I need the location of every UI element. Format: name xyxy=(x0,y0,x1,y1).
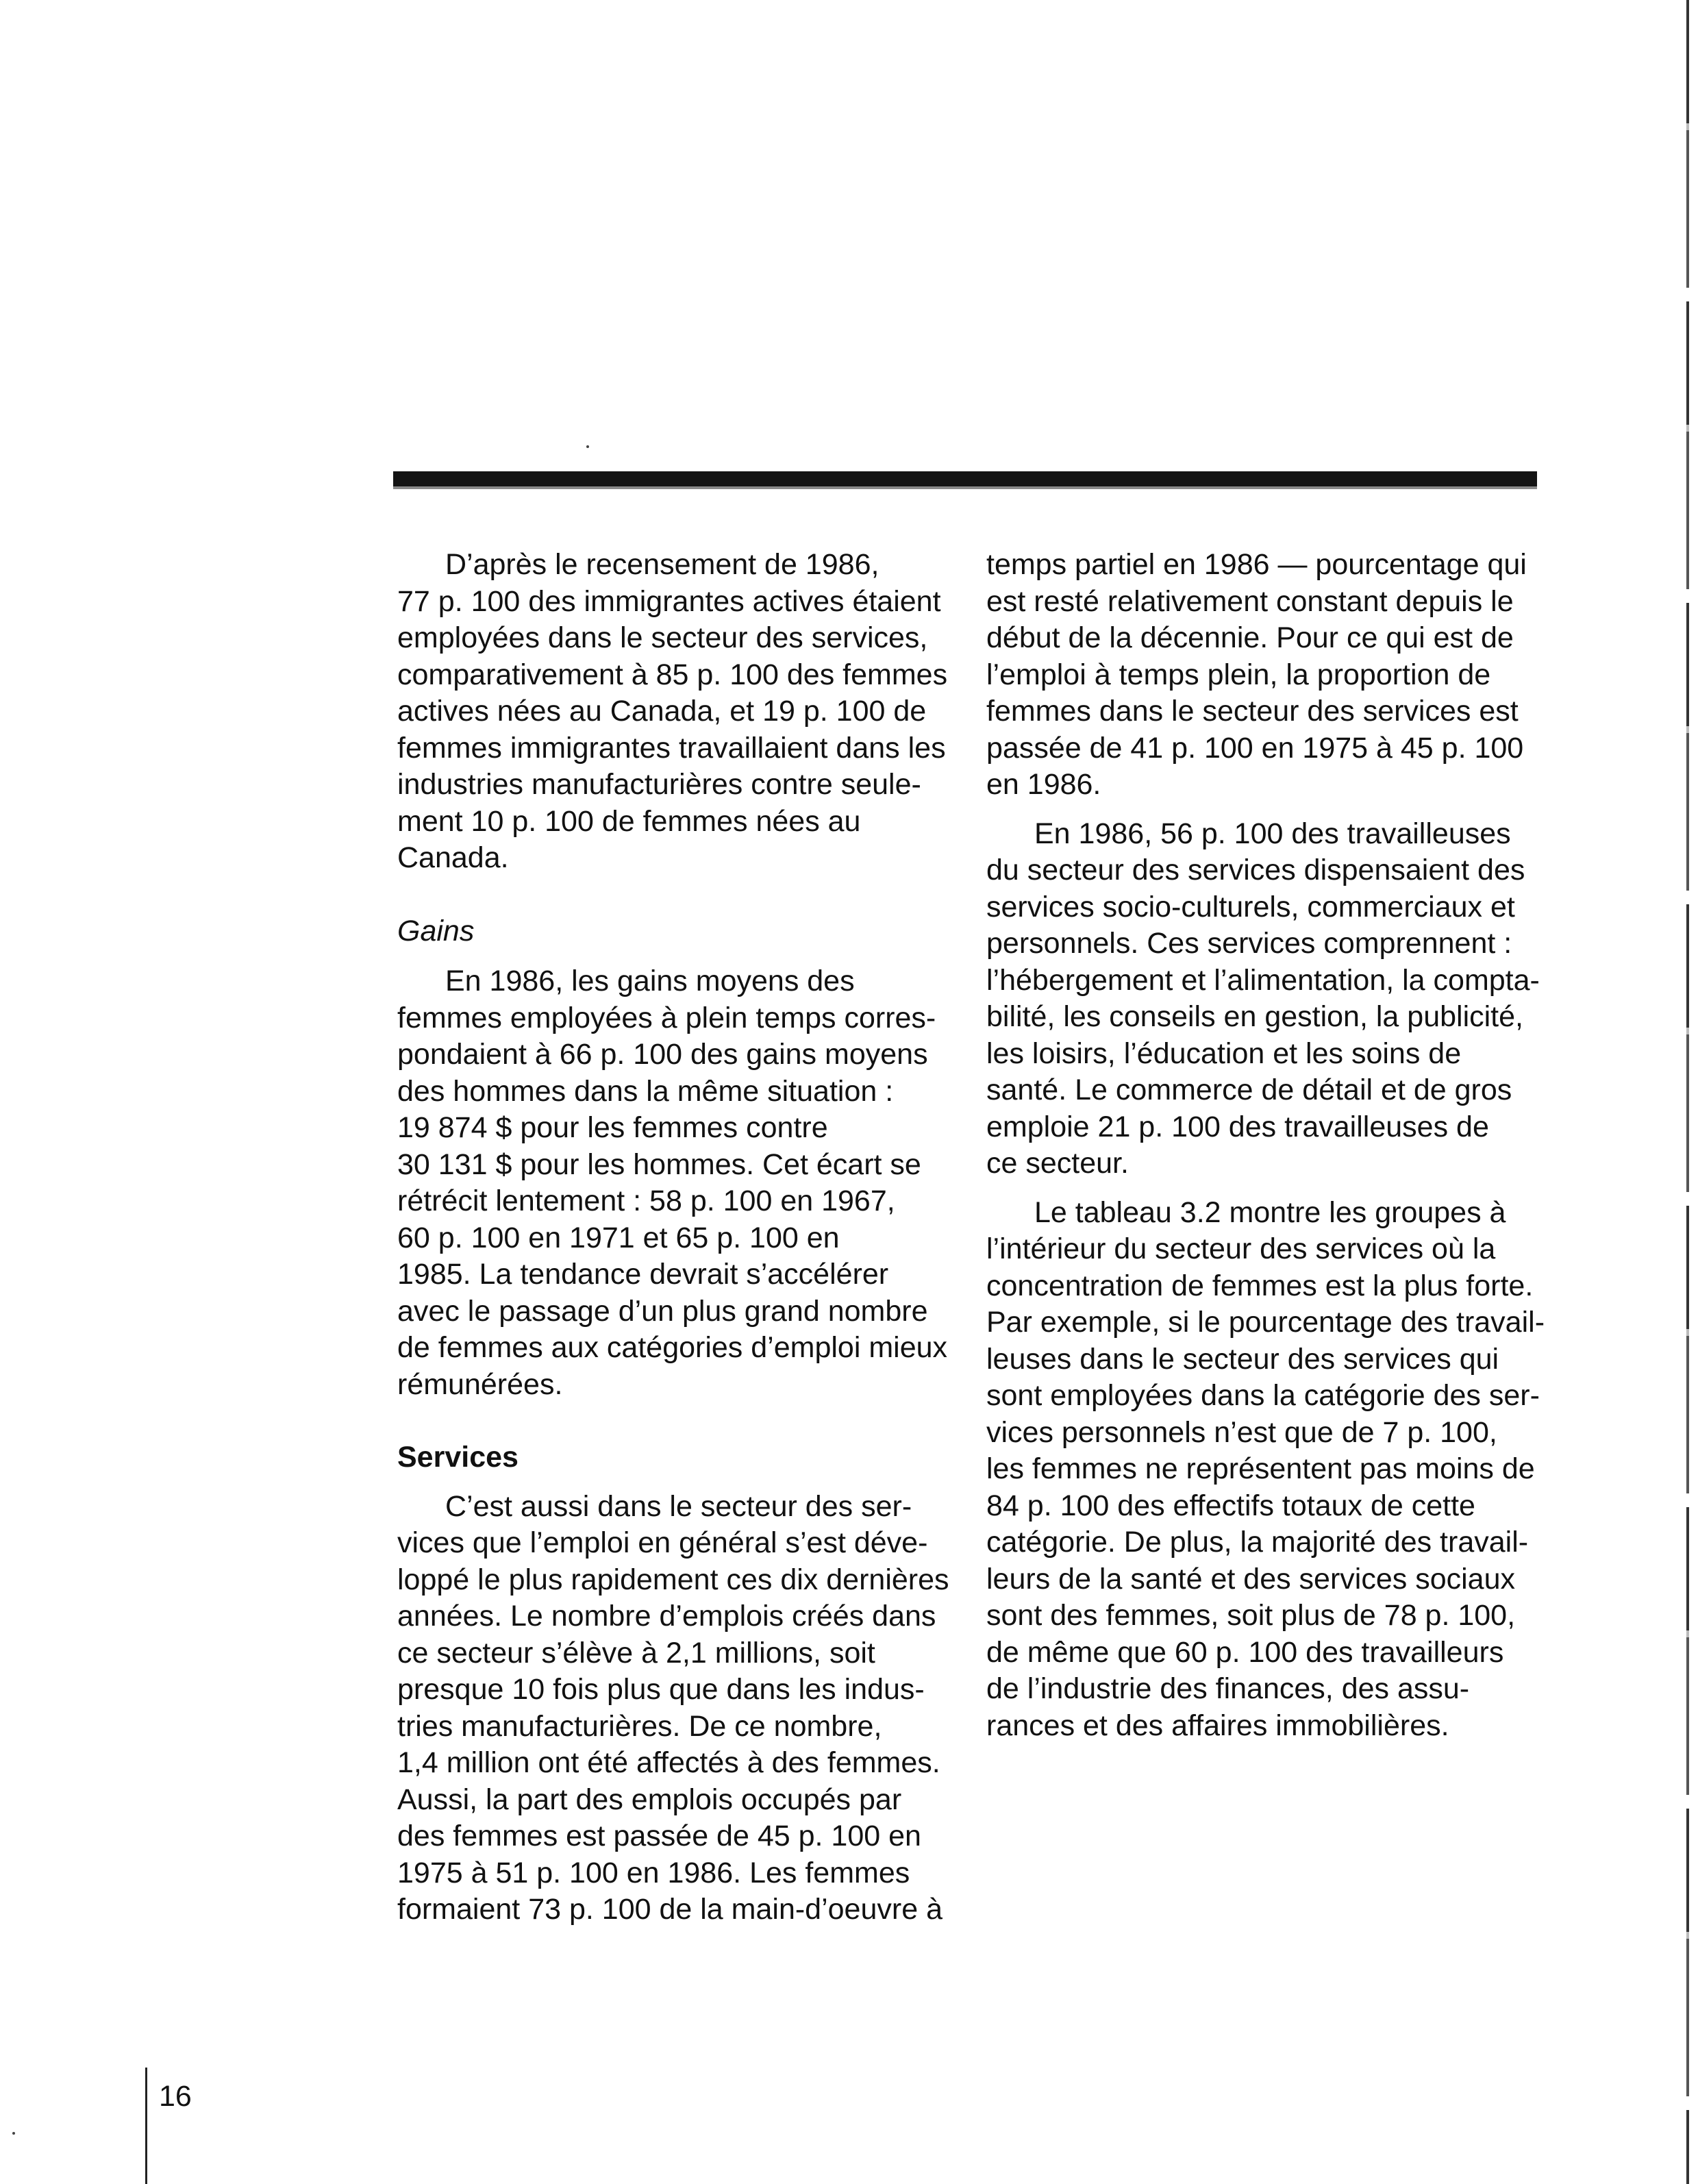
header-rule-shadow xyxy=(393,486,1537,489)
scan-speck xyxy=(586,445,589,448)
subheading-gains: Gains xyxy=(397,914,475,947)
paragraph-services: C’est aussi dans le secteur des ser- vices que l’emploi en général s’est déve- loppé le plus rapidement ces dix dernières années. Le nombre d’emplois créés dans ce secteur s’élève à 2,1 millions, soit presque 10 fois plus que dans les indus- tries manufacturières. De ce nombre, 1,4 million ont été affectés à des femmes. Aussi, la part des emplois occupés par des femmes est passée de 45 p. 100 en 1975 à 51 p. 100 en 1986. Les femmes formaient 73 p. 100 de la main-d’oeuvre à xyxy=(397,1489,949,1926)
page-number: 16 xyxy=(159,2080,192,2113)
paragraph-immigrants: D’après le recensement de 1986, 77 p. 100 des immigrantes actives étaient employées dans le secteur des services, comparativement à 85 p. 100 des femmes actives nées au Canada, et 19 p. 100 de femmes immigrantes travaillaient dans les industries manufacturières contre seule- ment 10 p. 100 de femmes nées au Canada. xyxy=(397,548,948,874)
paragraph-part-time-continued: temps partiel en 1986 — pourcentage qui est resté relativement constant depuis le début de la décennie. Pour ce qui est de l’emploi à temps plein, la proportion de femmes dans le secteur des services est passée de 41 p. 100 en 1975 à 45 p. 100 en 1986. xyxy=(986,548,1527,801)
left-column xyxy=(397,547,986,1928)
paragraph-gains: En 1986, les gains moyens des femmes employées à plein temps corres- pondaient à 66 p. 100 des gains moyens des hommes dans la même situation : 19 874 $ pour les femmes contre 30 131 $ pour les hommes. Cet écart se rétrécit lentement : 58 p. 100 en 1967, 60 p. 100 en 1971 et 65 p. 100 en 1985. La tendance devrait s’accélérer avec le passage d’un plus grand nombre de femmes aux catégories d’emploi mieux rémunérées. xyxy=(397,965,948,1401)
scan-speck xyxy=(12,2132,15,2135)
paragraph-table-reference: Le tableau 3.2 montre les groupes à l’intérieur du secteur des services où la concentration de femmes est la plus forte. Par exemple, si le pourcentage des travail- leuses dans le secteur des services qui sont employées dans la catégorie des ser- vices personnels n’est que de 7 p. 100, les femmes ne représentent pas moins de 84 p. 100 des effectifs totaux de cette catégorie. De plus, la majorité des travail- leurs de la santé et des services sociaux sont des femmes, soit plus de 78 p. 100, de même que 60 p. 100 des travailleurs de l’industrie des finances, des assu- rances et des affaires immobilières. xyxy=(986,1195,1545,1742)
margin-line xyxy=(145,2068,147,2184)
scan-edge-line xyxy=(1686,0,1689,2184)
header-rule xyxy=(393,471,1537,486)
heading-services: Services xyxy=(397,1441,519,1474)
right-column xyxy=(986,547,1575,1744)
paragraph-service-workers: En 1986, 56 p. 100 des travailleuses du secteur des services dispensaient des services socio-culturels, commerciaux et personnels. Ces services comprennent : l’hébergement et l’alimentation, la compta- bilité, les conseils en gestion, la publicité, les loisirs, l’éducation et les soins de santé. Le commerce de détail et de gros emploie 21 p. 100 des travailleuses de ce secteur. xyxy=(986,817,1540,1180)
